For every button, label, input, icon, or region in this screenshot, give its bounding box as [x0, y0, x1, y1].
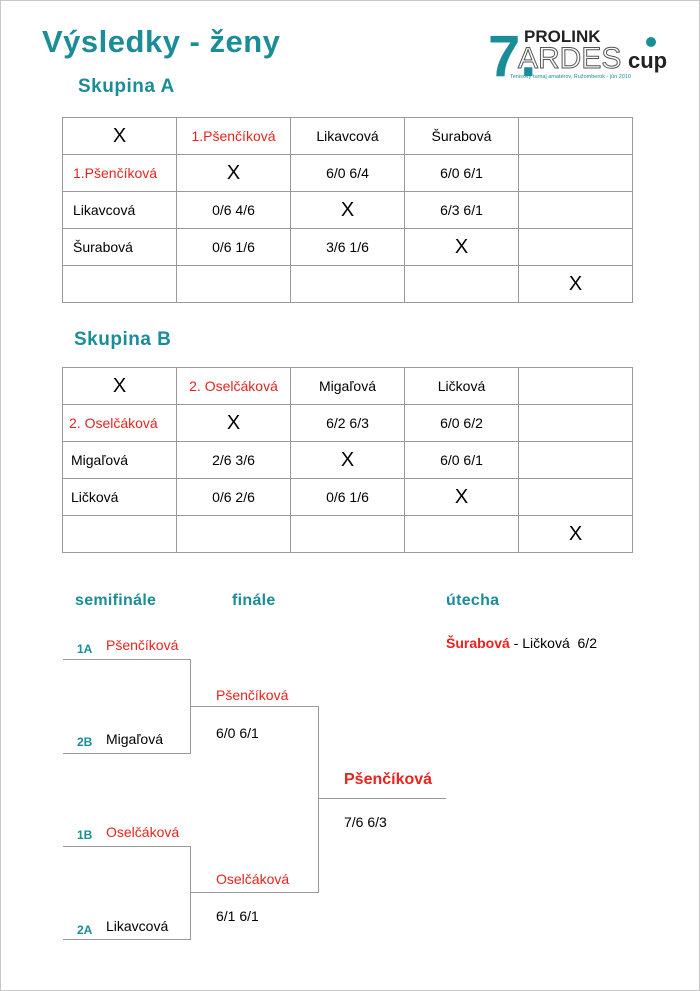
bracket-player: Pšenčíková — [216, 687, 289, 703]
bracket-line — [190, 706, 318, 707]
logo-tagline: Tenisový turnaj amatérov, Ružomberok - jún 2010 — [510, 74, 631, 80]
logo-number: 7. — [488, 24, 537, 82]
final-score: 7/6 6/3 — [344, 814, 387, 830]
page-title: Výsledky - ženy — [42, 24, 281, 59]
table-cell: X — [291, 192, 405, 229]
table-cell — [519, 155, 633, 192]
table-cell — [291, 266, 405, 303]
table-row — [63, 368, 633, 405]
table-cell — [63, 266, 177, 303]
group-b-table — [62, 367, 633, 553]
table-cell — [63, 516, 177, 553]
bracket-player: Likavcová — [106, 918, 169, 934]
match-score: 6/1 6/1 — [216, 908, 259, 924]
table-cell: X — [405, 229, 519, 266]
table-cell: 0/6 2/6 — [177, 479, 291, 516]
table-cell: Šurabová — [405, 118, 519, 155]
table-cell: 6/0 6/4 — [291, 155, 405, 192]
seed-label: 1B — [77, 828, 93, 842]
table-cell: 2. Oselčáková — [63, 405, 177, 442]
seed-label: 2B — [77, 735, 93, 749]
table-row — [63, 118, 633, 155]
seed-label: 1A — [77, 642, 93, 656]
logo-brand-main: ARDES — [518, 42, 622, 75]
table-row — [63, 405, 633, 442]
consolation-score: 6/2 — [577, 635, 597, 651]
bracket-line — [63, 753, 190, 754]
table-cell: 6/0 6/1 — [405, 442, 519, 479]
table-row — [63, 442, 633, 479]
table-cell: 6/0 6/2 — [405, 405, 519, 442]
bracket-line — [63, 939, 190, 940]
table-cell — [519, 368, 633, 405]
table-row — [63, 516, 633, 553]
table-cell: X — [63, 118, 177, 155]
table-cell — [519, 118, 633, 155]
table-cell: X — [63, 368, 177, 405]
consolation-separator: - — [509, 635, 523, 651]
table-cell: 6/3 6/1 — [405, 192, 519, 229]
table-cell — [519, 229, 633, 266]
table-cell: 2/6 3/6 — [177, 442, 291, 479]
table-cell: X — [177, 155, 291, 192]
table-cell: 1.Pšenčíková — [63, 155, 177, 192]
table-row — [63, 479, 633, 516]
table-cell: 1.Pšenčíková — [177, 118, 291, 155]
ardes-cup-logo — [488, 24, 678, 82]
table-row — [63, 266, 633, 303]
bracket-player: Migaľová — [106, 731, 163, 747]
table-cell: X — [519, 516, 633, 553]
bracket-line — [318, 706, 319, 893]
table-cell — [519, 192, 633, 229]
group-a-table — [62, 117, 633, 303]
tennis-ball-icon — [646, 37, 656, 47]
table-cell: 0/6 1/6 — [291, 479, 405, 516]
bracket-line — [190, 846, 191, 940]
bracket-line — [63, 659, 190, 660]
semifinal-heading: semifinále — [75, 592, 157, 609]
table-cell: 6/0 6/1 — [405, 155, 519, 192]
table-cell: Ličková — [405, 368, 519, 405]
consolation-loser: Ličková — [522, 635, 570, 651]
bracket-line — [318, 798, 446, 799]
table-row — [63, 192, 633, 229]
table-cell: Šurabová — [63, 229, 177, 266]
table-cell — [519, 442, 633, 479]
table-cell: 3/6 1/6 — [291, 229, 405, 266]
final-heading: finále — [232, 592, 276, 609]
table-cell: Migaľová — [63, 442, 177, 479]
table-cell: Ličková — [63, 479, 177, 516]
consolation-winner: Šurabová — [446, 635, 510, 651]
logo-brand-suffix: cup — [628, 48, 668, 73]
table-cell: X — [177, 405, 291, 442]
table-cell — [519, 479, 633, 516]
table-cell: X — [405, 479, 519, 516]
table-cell: Migaľová — [291, 368, 405, 405]
bracket-player: Oselčáková — [216, 871, 290, 887]
bracket-player: Oselčáková — [106, 824, 180, 840]
table-row — [63, 229, 633, 266]
champion-name: Pšenčíková — [344, 771, 433, 788]
bracket-line — [190, 892, 318, 893]
table-cell: 0/6 1/6 — [177, 229, 291, 266]
logo-brand-top: PROLINK — [524, 27, 601, 46]
table-cell — [405, 266, 519, 303]
match-score: 6/0 6/1 — [216, 725, 259, 741]
table-cell: 2. Oselčáková — [177, 368, 291, 405]
table-cell — [519, 405, 633, 442]
table-cell: 6/2 6/3 — [291, 405, 405, 442]
consolation-heading: útecha — [446, 592, 500, 609]
group-b-heading: Skupina B — [74, 329, 172, 350]
bracket-line — [63, 846, 190, 847]
table-cell — [405, 516, 519, 553]
seed-label: 2A — [77, 923, 93, 937]
table-cell: Likavcová — [63, 192, 177, 229]
table-cell — [177, 266, 291, 303]
table-cell: 0/6 4/6 — [177, 192, 291, 229]
bracket-player: Pšenčíková — [106, 637, 179, 653]
table-cell: Likavcová — [291, 118, 405, 155]
group-a-heading: Skupina A — [78, 76, 175, 97]
table-row — [63, 155, 633, 192]
table-cell: X — [519, 266, 633, 303]
table-cell: X — [291, 442, 405, 479]
table-cell — [291, 516, 405, 553]
table-cell — [177, 516, 291, 553]
consolation-result — [446, 635, 597, 651]
